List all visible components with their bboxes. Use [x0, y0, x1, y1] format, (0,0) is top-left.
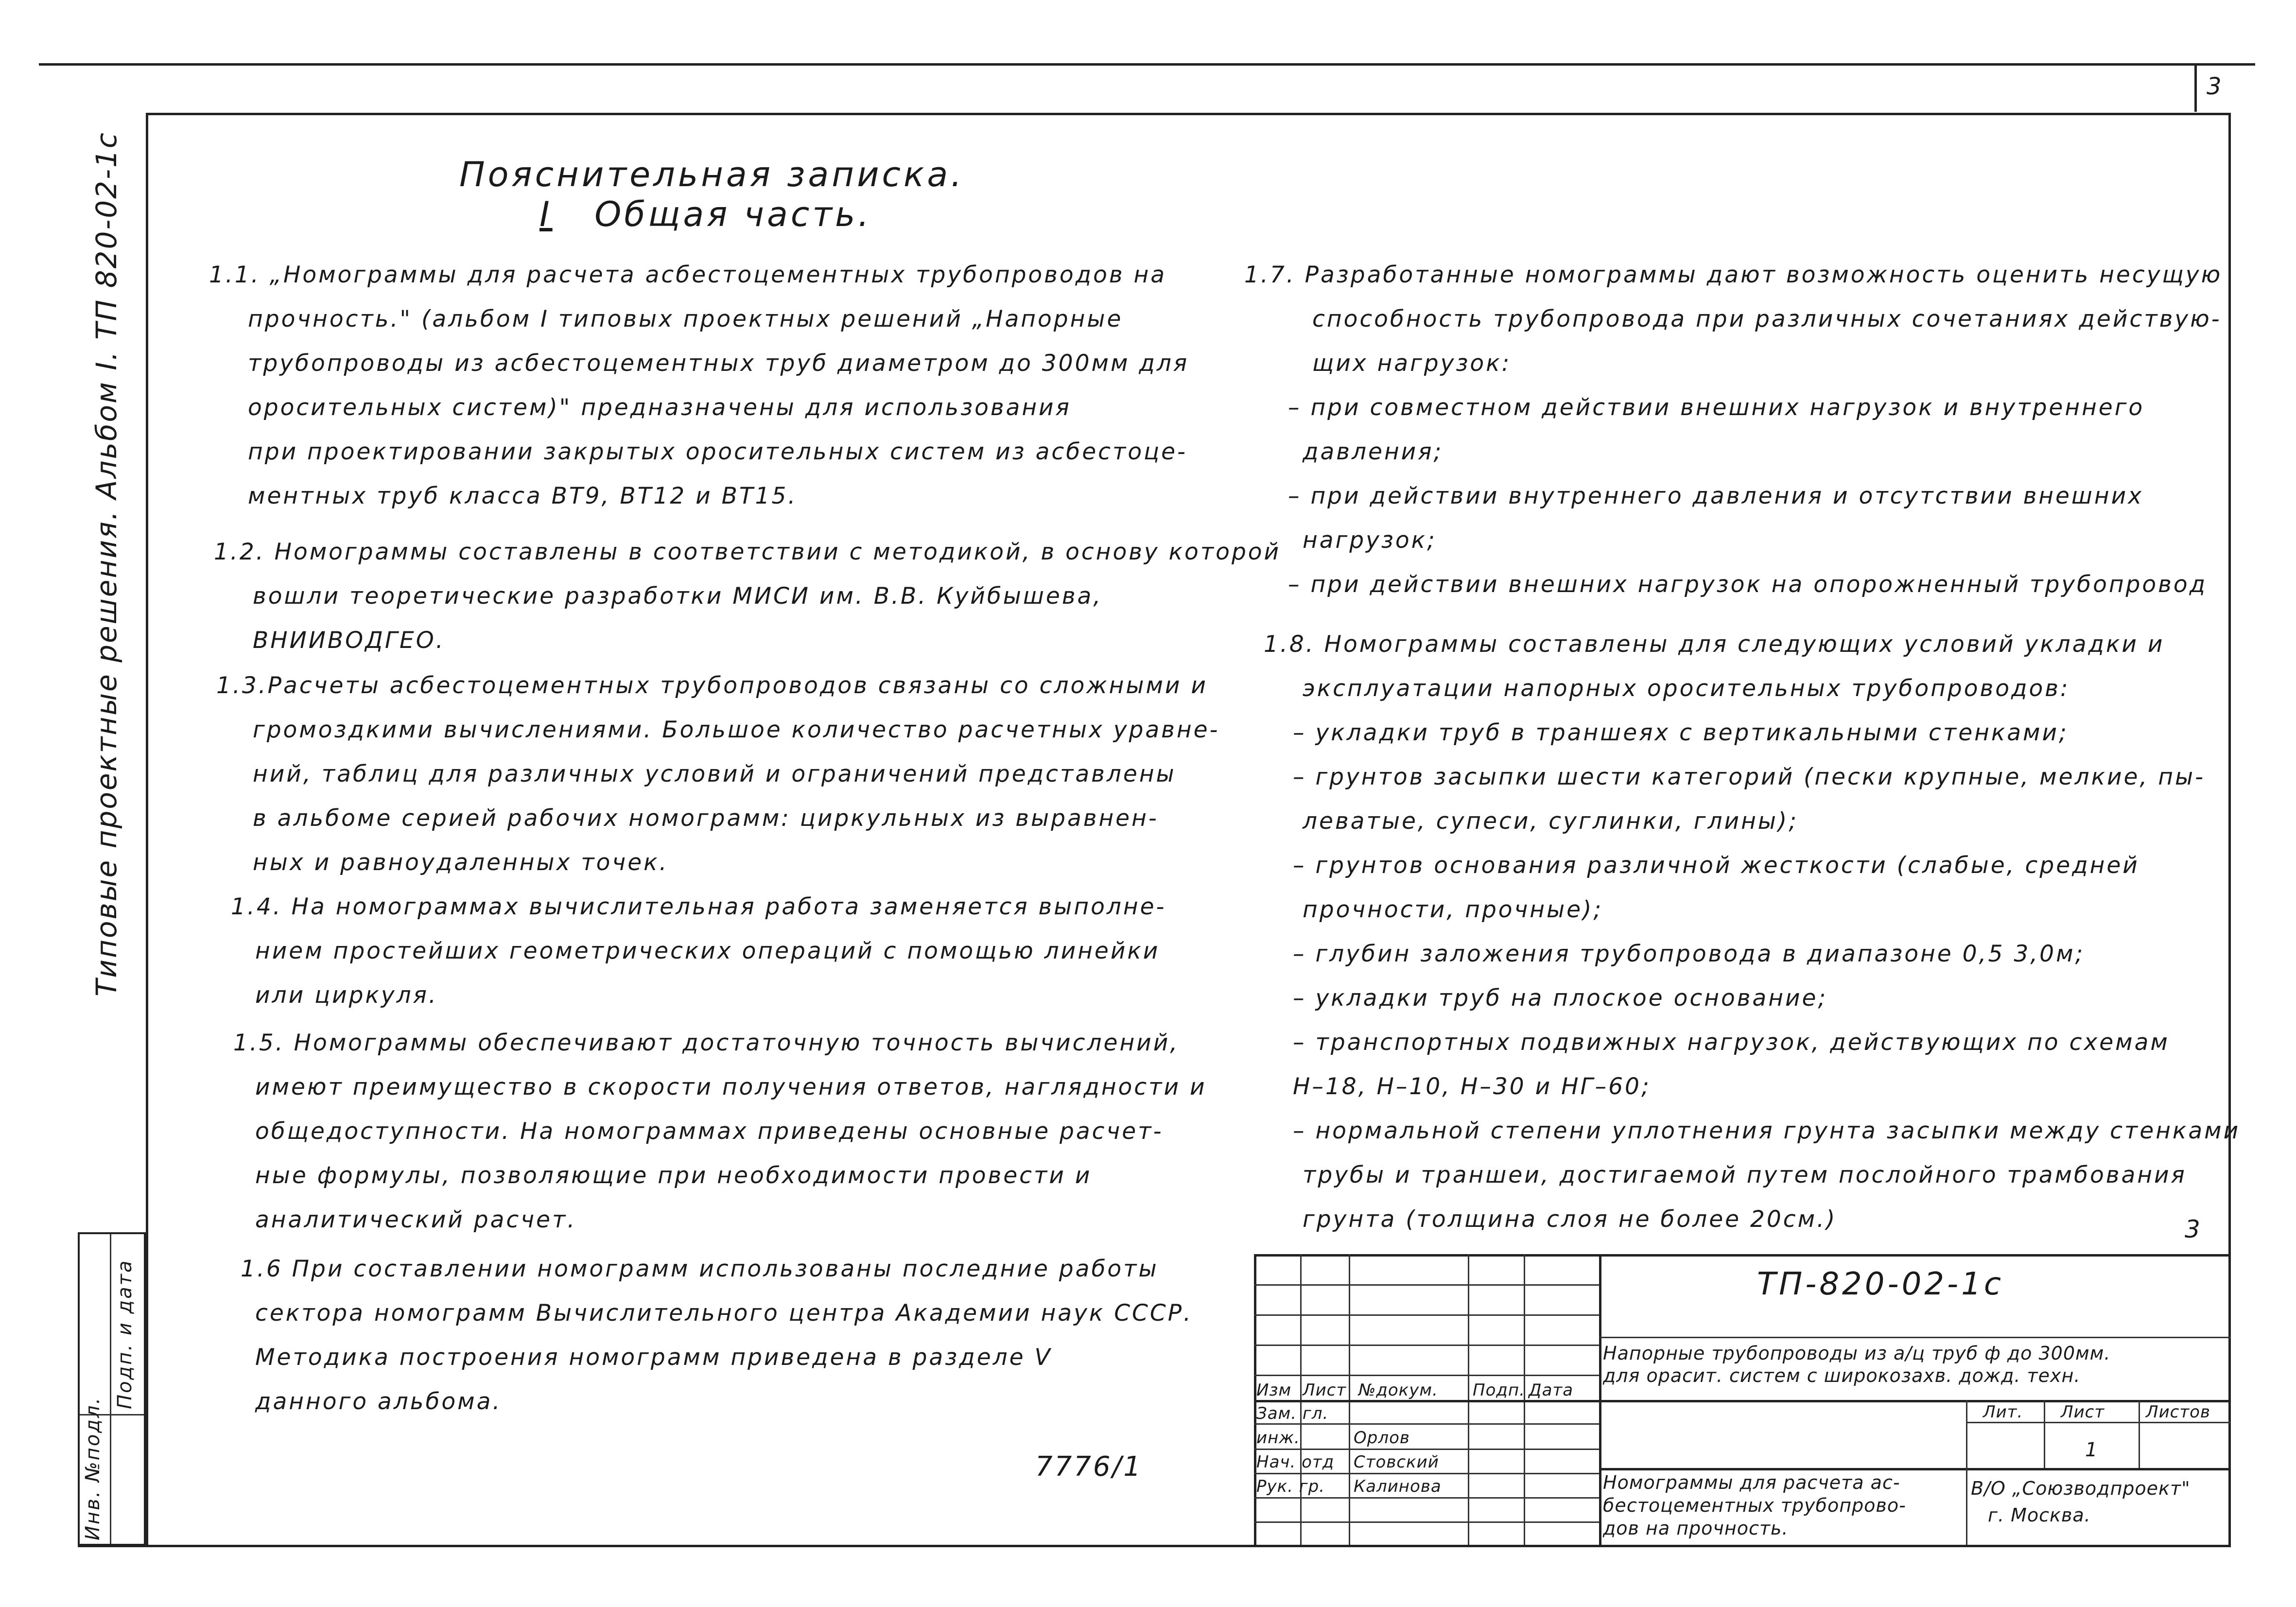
text-line: – укладки труб в траншеях с вертикальными стенками;	[1293, 719, 2069, 746]
text-line: оросительных систем)" предназначены для использования	[248, 394, 1071, 421]
text-line: при проектировании закрытых оросительных систем из асбестоце-	[248, 438, 1187, 465]
sheet-title-line-1: Номограммы для расчета ас-	[1603, 1472, 1900, 1493]
text-line: Н–18, Н–10, Н–30 и НГ–60;	[1293, 1073, 1651, 1100]
page-number-box	[2194, 63, 2197, 112]
sheets-label: Листов	[2146, 1402, 2211, 1422]
project-title-line-2: для орасит. систем с широкозахв. дожд. техн.	[1603, 1365, 2081, 1386]
top-border-inner	[146, 113, 2231, 115]
name-orlov: Орлов	[1354, 1428, 1410, 1448]
col-header-sign: Подп.	[1473, 1380, 1525, 1400]
section-heading	[539, 194, 872, 234]
paragraph-1-6	[241, 1247, 1193, 1424]
sign-date-label: Подп. и дата	[114, 1259, 136, 1409]
text-line: прочность." (альбом I типовых проектных решений „Напорные	[248, 306, 1123, 332]
page-title: Пояснительная записка.	[459, 155, 965, 194]
text-line: – глубин заложения трубопровода в диапазоне 0,5 3,0м;	[1293, 941, 2085, 967]
text-line: нием простейших геометрических операций с помощью линейки	[255, 938, 1160, 964]
project-title-line-1: Напорные трубопроводы из а/ц труб ф до 300мм.	[1603, 1343, 2111, 1364]
inventory-label: Инв. №подл.	[82, 1396, 104, 1540]
top-border-outer	[39, 63, 2255, 66]
text-line: 1.2. Номограммы составлены в соответствии с методикой, в основу которой	[214, 539, 1281, 565]
paragraph-1-3	[216, 664, 1219, 885]
col-header-doc: №докум.	[1358, 1380, 1438, 1400]
side-margin-text: Типовые проектные решения. Альбом I. ТП 820-02-1с	[90, 131, 123, 996]
text-line: аналитический расчет.	[255, 1206, 577, 1233]
sheet-label: Лист	[2061, 1402, 2105, 1422]
role-group-lead: Рук. гр.	[1256, 1477, 1325, 1496]
text-line: ных и равноудаленных точек.	[253, 849, 669, 876]
col-header-date: Дата	[1529, 1380, 1574, 1400]
paragraph-1-5	[233, 1021, 1207, 1242]
inventory-stamp	[78, 1232, 146, 1546]
text-line: имеют преимущество в скорости получения ответов, наглядности и	[255, 1074, 1207, 1100]
text-line: 1.7. Разработанные номограммы дают возможность оценить несущую	[1244, 262, 2223, 288]
text-line: – грунтов засыпки шести категорий (пески крупные, мелкие, пы-	[1293, 764, 2206, 790]
text-line: в альбоме серией рабочих номограмм: циркульных из выравнен-	[253, 805, 1159, 832]
title-block	[1254, 1254, 2231, 1545]
text-line: – укладки труб на плоское основание;	[1293, 985, 1828, 1012]
sheet-mark: 3	[2185, 1215, 2200, 1243]
text-line: громоздкими вычислениями. Большое количество расчетных уравне-	[253, 716, 1220, 743]
text-line: трубопроводы из асбестоцементных труб диаметром до 300мм для	[248, 350, 1189, 377]
text-line: – при совместном действии внешних нагрузок и внутреннего	[1288, 394, 2145, 421]
text-line: способность трубопровода при различных сочетаниях действую-	[1312, 306, 2222, 332]
text-line: данного альбома.	[255, 1388, 502, 1415]
col-header-list: Лист	[1303, 1380, 1347, 1400]
text-line: – транспортных подвижных нагрузок, действующих по схемам	[1293, 1029, 2170, 1056]
org-line-2: г. Москва.	[1988, 1504, 2091, 1526]
paragraph-1-4	[231, 885, 1166, 1017]
text-line: или циркуля.	[255, 982, 438, 1009]
page-number: 3	[2207, 73, 2222, 100]
sheet-value: 1	[2085, 1439, 2098, 1461]
text-line: 1.3.Расчеты асбестоцементных трубопроводов связаны со сложными и	[216, 672, 1208, 699]
order-number: 7776/1	[1035, 1451, 1143, 1483]
document-code: ТП-820-02-1с	[1757, 1266, 2004, 1302]
role-engineer: инж.	[1256, 1428, 1300, 1448]
text-line: 1.5. Номограммы обеспечивают достаточную точность вычислений,	[233, 1030, 1180, 1056]
bottom-border	[78, 1545, 2231, 1547]
col-header-izm: Изм	[1256, 1380, 1292, 1400]
text-line: давления;	[1303, 438, 1444, 465]
text-line: – при действии внутреннего давления и отсутствии внешних	[1288, 483, 2144, 509]
section-numeral: I	[539, 194, 553, 234]
text-line: трубы и траншеи, достигаемой путем послойного трамбования	[1303, 1162, 2187, 1188]
text-line: эксплуатации напорных оросительных трубопроводов:	[1303, 675, 2070, 702]
sheet-title-line-3: дов на прочность.	[1603, 1518, 1789, 1539]
text-line: щих нагрузок:	[1312, 350, 1512, 377]
text-line: – грунтов основания различной жесткости (слабые, средней	[1293, 852, 2139, 879]
name-stovsky: Стовский	[1354, 1452, 1439, 1472]
text-line: 1.8. Номограммы составлены для следующих условий укладки и	[1264, 631, 2165, 658]
text-line: ВНИИВОДГЕО.	[253, 627, 445, 654]
text-line: 1.1. „Номограммы для расчета асбестоцементных трубопроводов на	[209, 262, 1167, 288]
text-line: 1.6 При составлении номограмм использованы последние работы	[241, 1256, 1159, 1282]
paragraph-1-1	[209, 253, 1189, 518]
text-line: ные формулы, позволяющие при необходимости провести и	[255, 1162, 1092, 1189]
text-line: сектора номограмм Вычислительного центра Академии наук СССР.	[255, 1300, 1193, 1327]
sheet-title-line-2: бестоцементных трубопрово-	[1603, 1495, 1906, 1516]
left-border	[146, 113, 148, 1547]
text-line: вошли теоретические разработки МИСИ им. В.В. Куйбышева,	[253, 583, 1103, 610]
text-line: общедоступности. На номограммах приведены основные расчет-	[255, 1118, 1164, 1145]
text-line: 1.4. На номограммах вычислительная работа заменяется выполне-	[231, 893, 1166, 920]
paragraph-1-7	[1244, 253, 2222, 607]
text-line: леватые, супеси, суглинки, глины);	[1303, 808, 1799, 835]
paragraph-1-2	[214, 530, 1281, 663]
section-title: Общая часть.	[594, 194, 872, 234]
text-line: нагрузок;	[1303, 527, 1437, 554]
text-line: Методика построения номограмм приведена в разделе V	[255, 1344, 1052, 1371]
org-line-1: В/О „Союзводпроект"	[1971, 1478, 2191, 1499]
paragraph-1-8	[1264, 622, 2240, 1241]
role-head-dept: Нач. отд	[1256, 1452, 1335, 1472]
role-deputy: Зам. гл.	[1256, 1404, 1329, 1423]
name-kalinova: Калинова	[1354, 1477, 1442, 1496]
text-line: грунта (толщина слоя не более 20см.)	[1303, 1206, 1837, 1233]
text-line: прочности, прочные);	[1303, 896, 1603, 923]
text-line: ний, таблиц для различных условий и ограничений представлены	[253, 761, 1176, 787]
text-line: ментных труб класса ВТ9, ВТ12 и ВТ15.	[248, 483, 798, 509]
text-line: – нормальной степени уплотнения грунта засыпки между стенками	[1293, 1118, 2241, 1144]
text-line: – при действии внешних нагрузок на опорожненный трубопровод	[1288, 571, 2208, 598]
lit-label: Лит.	[1983, 1402, 2023, 1422]
